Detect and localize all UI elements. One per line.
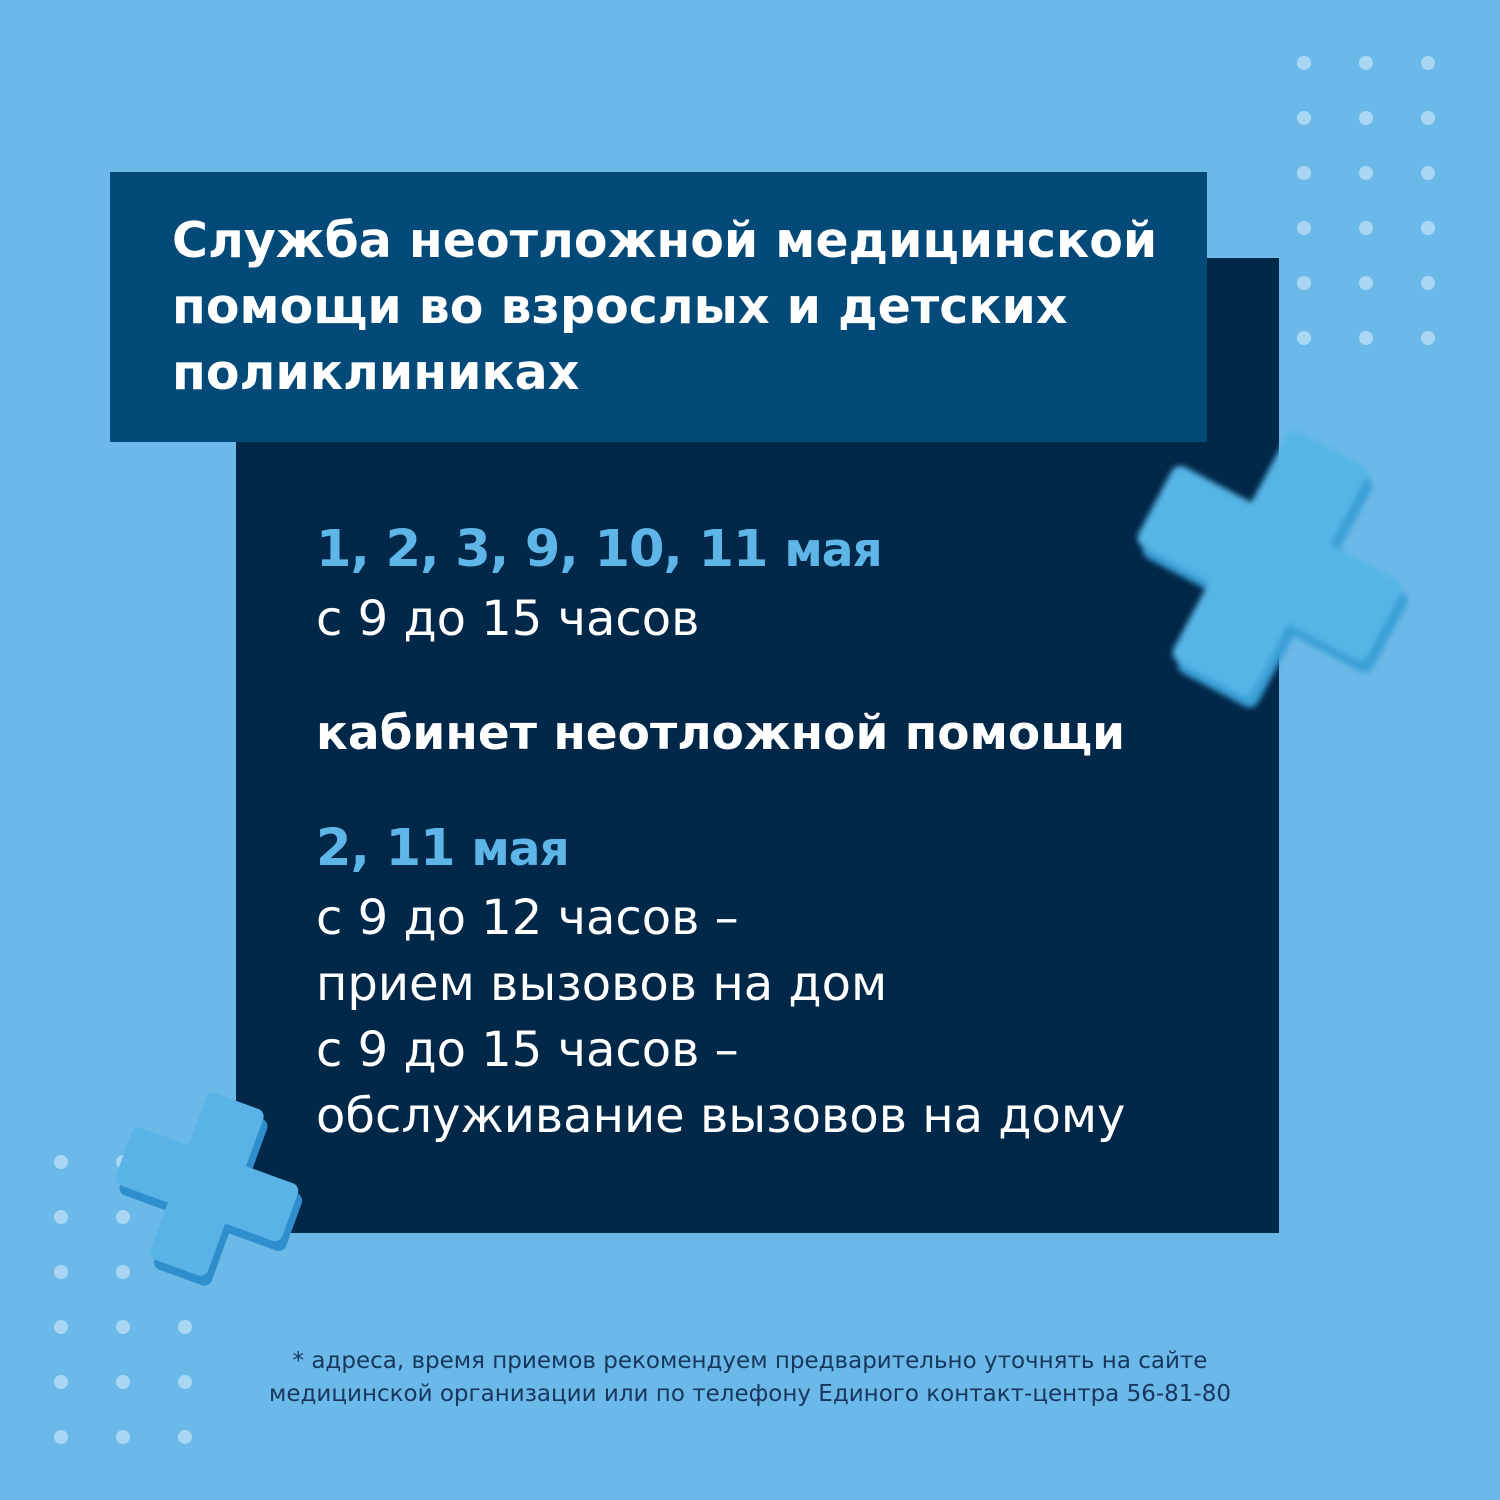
hours-text-3: с 9 до 15 часов – [316,1022,739,1078]
title-line-2: помощи во взрослых и детских [172,278,1068,335]
dot [54,1155,68,1169]
plus-icon-small [105,1085,325,1295]
dates-list-2: 2, 11 [316,819,455,878]
dot [1421,56,1435,70]
month-label-1: мая [784,523,882,578]
dot [54,1320,68,1334]
dates-heading-2 [316,814,1256,885]
dot [178,1430,192,1444]
dot [1421,276,1435,290]
dot [54,1265,68,1279]
dot [1359,221,1373,235]
dates-heading-1 [316,515,1256,586]
dot [1359,331,1373,345]
service-text-2: прием вызовов на дом [316,956,888,1012]
dot [178,1375,192,1389]
dot [1297,166,1311,180]
dot [1297,221,1311,235]
dot [1359,276,1373,290]
footnote-line-2: медицинской организации или по телефону Единого контакт-центра 56-81-80 [269,1381,1231,1407]
dot [116,1375,130,1389]
dot [1297,111,1311,125]
footnote-line-1: * адреса, время приемов рекомендуем предварительно уточнять на сайте [292,1348,1208,1374]
month-label-2: мая [471,822,569,877]
dot [1421,166,1435,180]
schedule-content [316,515,1256,1149]
dot [54,1430,68,1444]
dot [178,1320,192,1334]
hours-text-2: с 9 до 12 часов – [316,890,739,946]
service-text-3: обслуживание вызовов на дому [316,1088,1126,1144]
hours-text-1: с 9 до 15 часов [316,591,700,647]
title-panel [110,172,1207,442]
dot [1421,221,1435,235]
dot [54,1210,68,1224]
dot [1359,111,1373,125]
dot [1297,56,1311,70]
dot [1421,331,1435,345]
dot [1297,276,1311,290]
title-line-3: поликлиниках [172,344,580,401]
dot [1359,166,1373,180]
dot [116,1430,130,1444]
page-title [172,208,1182,406]
service-name: кабинет неотложной помощи [316,706,1126,761]
dot [54,1375,68,1389]
dot [1359,56,1373,70]
dot [116,1320,130,1334]
footnote [200,1345,1300,1411]
title-line-1: Служба неотложной медицинской [172,212,1158,269]
dates-list-1: 1, 2, 3, 9, 10, 11 [316,520,768,579]
dot [1297,331,1311,345]
dot [1421,111,1435,125]
